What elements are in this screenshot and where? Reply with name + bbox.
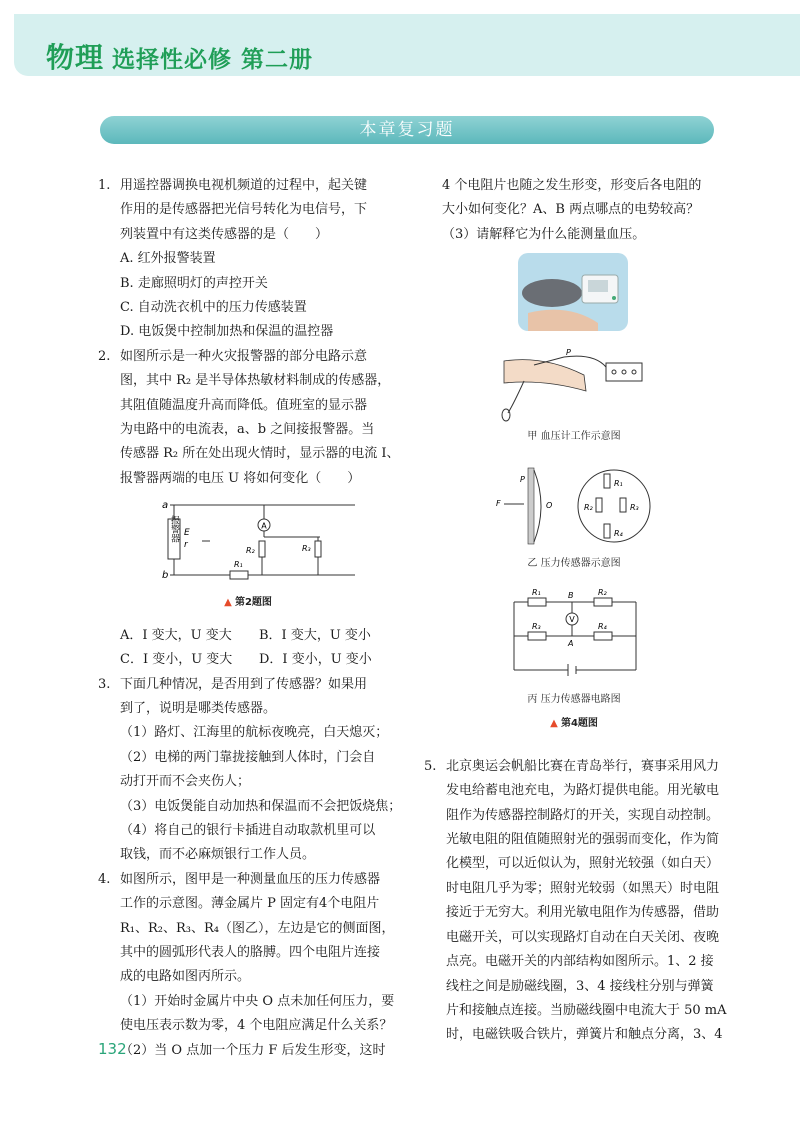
sub-question: （2）电梯的两门靠拢接触到人体时，门会自 <box>120 749 376 765</box>
question-text: 点亮。电磁开关的内部结构如图所示。1、2 接 <box>446 954 714 970</box>
figure-bing-caption: 丙 压力传感器电路图 <box>527 694 621 706</box>
option: C．I 变小，U 变大 <box>120 652 233 668</box>
section-title: 本章复习题 <box>100 116 714 144</box>
sub-question: （4）将自己的银行卡插进自动取款机里可以 <box>120 822 376 838</box>
figure-jia-bp-meter-diagram <box>494 343 654 423</box>
ammeter-label: A <box>261 521 267 531</box>
question-text: 图，其中 R₂ 是半导体热敏材料制成的传感器， <box>120 373 391 389</box>
question-text: 如图所示是一种火灾报警器的部分电路示意 <box>120 348 368 364</box>
question-text: 接近于无穷大。利用光敏电阻作为传感器，借助 <box>446 905 720 921</box>
question-2 <box>98 345 398 673</box>
blood-pressure-monitor-photo <box>518 253 628 331</box>
fire-alarm-circuit-diagram <box>160 497 360 589</box>
label-o: O <box>546 500 553 510</box>
label-b: B <box>568 591 574 601</box>
sub-question: 动打开而不会夹伤人； <box>120 774 251 790</box>
figure-yi-caption: 乙 压力传感器示意图 <box>527 557 621 569</box>
right-column <box>424 174 727 1048</box>
emf-label: E <box>184 528 190 539</box>
label-r1: R₁ <box>614 478 623 488</box>
question-text: 为电路中的电流表，a、b 之间接报警器。当 <box>120 422 375 438</box>
resistor-r2 <box>259 541 265 557</box>
resistor-r3 <box>528 632 546 640</box>
question-text: 发电给蓄电池充电，为路灯提供电能。用光敏电 <box>446 783 720 799</box>
question-text: 作用的是传感器把光信号转化为电信号，下 <box>120 202 368 218</box>
sub-question: （1）开始时金属片中央 O 点未加任何压力，要 <box>120 993 395 1009</box>
question-text: 电磁开关，可以实现路灯自动在白天关闭、夜晚 <box>446 929 720 945</box>
book-title <box>46 36 313 76</box>
r2-label: R₂ <box>246 546 255 556</box>
internal-r-label: r <box>184 540 188 551</box>
label-a: A <box>568 639 574 649</box>
question-text: 其阻值随温度升高而降低。值班室的显示器 <box>120 397 368 413</box>
question-number: 5. <box>424 758 437 774</box>
question-3 <box>98 673 402 868</box>
question-text: 到了，说明是哪类传感器。 <box>120 700 277 716</box>
question-text: 报警器两端的电压 U 将如何变化（ ） <box>120 470 361 486</box>
figure-caption: ▲ 第2题图 <box>224 597 272 609</box>
figure-jia-caption: 甲 血压计工作示意图 <box>527 431 621 443</box>
question-4-continued: 4 个电阻片也随之发生形变，形变后各电阻的 <box>442 178 702 193</box>
terminal-a-label: a <box>162 500 169 512</box>
resistor-r2 <box>594 598 612 606</box>
sub-question: （2）当 O 点加一个压力 F 后发生形变，这时 <box>120 1042 386 1058</box>
label-r3: R₃ <box>630 502 639 512</box>
figure-caption: ▲ 第4题图 <box>550 718 598 730</box>
option: B．I 变大，U 变小 <box>259 627 371 643</box>
question-number: 2. <box>98 348 111 364</box>
resistor-r4 <box>594 632 612 640</box>
alarm-label: 报警器 <box>169 515 179 543</box>
question-text: 线柱之间是励磁线圈，3、4 接线柱分别与弹簧 <box>446 978 714 994</box>
question-4-continued: （3）请解释它为什么能测量血压。 <box>442 226 646 242</box>
question-text: 时，电磁铁吸合铁片，弹簧片和触点分离，3、4 <box>446 1027 723 1043</box>
question-number: 1. <box>98 178 111 193</box>
option: A．I 变大，U 变大 <box>120 627 232 643</box>
question-text: 时电阻几乎为零；照射光较弱（如黑天）时电阻 <box>446 880 720 896</box>
subject-name: 物理 <box>46 41 105 74</box>
question-text: 化模型，可以近似认为，照射光较强（如白天） <box>446 856 720 872</box>
option-row <box>120 648 398 672</box>
figure-yi-pressure-sensor-diagram <box>490 464 660 548</box>
question-text: 其中的圆弧形代表人的胳膊。四个电阻片连接 <box>120 944 381 960</box>
label-r2: R₂ <box>584 502 593 512</box>
question-text: 片和接触点连接。当励磁线圈中电流大于 50 mA <box>446 1002 727 1018</box>
question-text: R₁、R₂、R₃、R₄（图乙），左边是它的侧面图， <box>120 920 395 936</box>
figure-bing-circuit-diagram <box>510 586 640 686</box>
label-p: P <box>566 348 571 358</box>
label-r1: R₁ <box>532 588 541 598</box>
question-text: 成的电路如图丙所示。 <box>120 969 251 985</box>
question-text: 阻作为传感器控制路灯的开关，实现自动控制。 <box>446 807 720 823</box>
question-text: 传感器 R₂ 所在处出现火情时，显示器的电流 I、 <box>120 446 400 462</box>
question-text: 工作的示意图。薄金属片 P 固定有4个电阻片 <box>120 896 380 912</box>
figure-caption-text: 第4题图 <box>560 718 598 730</box>
r1-label: R₁ <box>234 560 243 570</box>
question-number: 4. <box>98 871 111 887</box>
option: A. 红外报警装置 <box>120 251 216 267</box>
option-row <box>120 624 398 648</box>
sub-question: （3）电饭煲能自动加热和保温而不会把饭烧焦； <box>120 798 402 814</box>
book-name: 选择性必修 第二册 <box>112 47 314 73</box>
question-text: 用遥控器调换电视机频道的过程中，起关键 <box>120 178 368 193</box>
option: D. 电饭煲中控制加热和保温的温控器 <box>120 324 334 340</box>
label-p: P <box>520 474 525 484</box>
label-f: F <box>496 498 501 508</box>
question-text: 光敏电阻的阻值随照射光的强弱而变化，作为简 <box>446 832 720 848</box>
resistor-r1 <box>528 598 546 606</box>
resistor-r1 <box>230 571 248 579</box>
question-4 <box>98 868 398 1063</box>
resistor-r3 <box>315 541 321 557</box>
label-r3: R₃ <box>532 622 541 632</box>
sub-question: 使电压表示数为零，4 个电阻应满足什么关系？ <box>120 1018 393 1034</box>
label-r4: R₄ <box>614 528 623 538</box>
question-text: 北京奥运会帆船比赛在青岛举行，赛事采用风力 <box>446 758 720 774</box>
label-r4: R₄ <box>598 622 607 632</box>
question-text: 如图所示，图甲是一种测量血压的压力传感器 <box>120 871 381 887</box>
option: C. 自动洗衣机中的压力传感装置 <box>120 300 307 316</box>
terminal-b-label: b <box>162 570 169 582</box>
label-r2: R₂ <box>598 588 607 598</box>
option: D．I 变小，U 变小 <box>259 652 372 668</box>
page-number: 132 <box>98 1040 127 1058</box>
voltmeter-label: V <box>569 615 575 625</box>
sub-question: 取钱，而不必麻烦银行工作人员。 <box>120 847 316 863</box>
question-number: 3. <box>98 676 111 692</box>
question-text: 下面几种情况，是否用到了传感器？如果用 <box>120 676 368 692</box>
question-1 <box>98 174 398 345</box>
question-text: 列装置中有这类传感器的是（ ） <box>120 226 329 242</box>
option: B. 走廊照明灯的声控开关 <box>120 275 268 291</box>
question-4-continued: 大小如何变化？A、B 两点哪点的电势较高？ <box>442 202 700 218</box>
question-5 <box>424 755 727 1048</box>
r3-label: R₃ <box>302 544 311 554</box>
sub-question: （1）路灯、江海里的航标夜晚亮，白天熄灭； <box>120 725 389 741</box>
left-column <box>98 174 402 1063</box>
figure-caption-text: 第2题图 <box>234 597 272 609</box>
